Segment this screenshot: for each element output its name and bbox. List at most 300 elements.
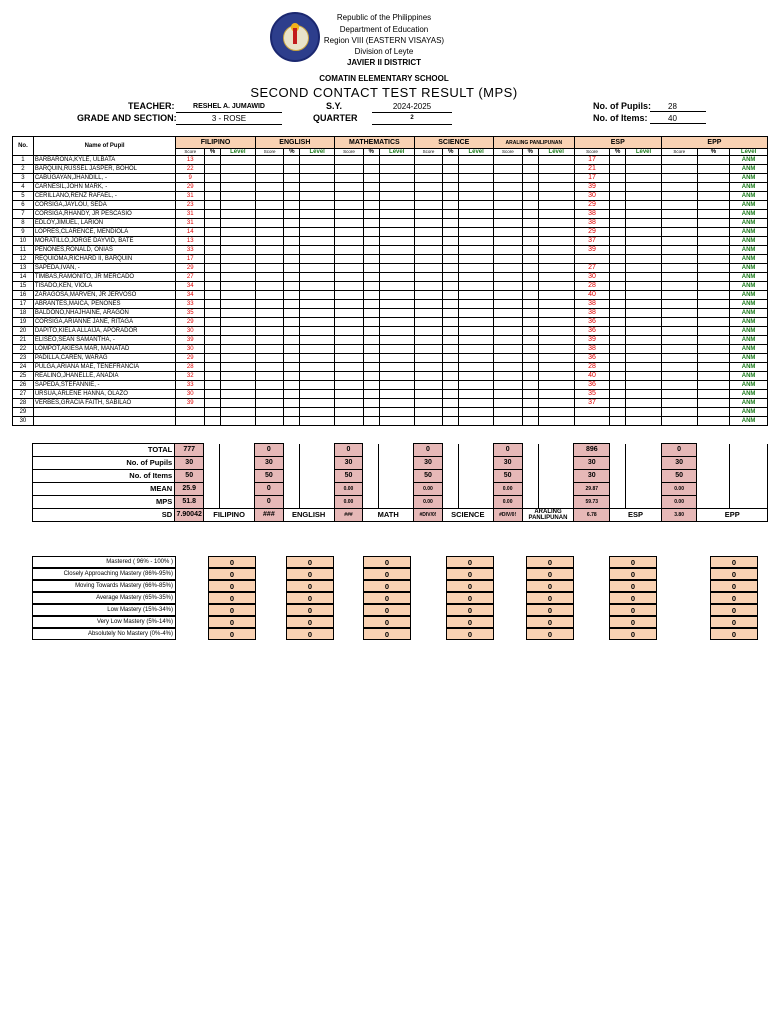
empty-cell — [220, 183, 255, 192]
empty-cell — [661, 246, 697, 255]
epp-level: ANM — [730, 318, 768, 327]
summary-table — [12, 443, 768, 522]
table-row — [13, 192, 768, 201]
empty-cell — [284, 363, 300, 372]
empty-cell — [284, 291, 300, 300]
empty-cell — [414, 327, 443, 336]
empty-cell — [610, 399, 626, 408]
empty-cell — [284, 372, 300, 381]
row-number: 20 — [13, 327, 34, 336]
empty-cell — [661, 417, 697, 426]
subheader-pct: % — [205, 149, 221, 156]
empty-cell — [459, 372, 494, 381]
empty-cell — [335, 363, 364, 372]
filipino-score — [176, 408, 205, 417]
summary-value-ap: 30 — [493, 457, 522, 470]
row-number: 19 — [13, 318, 34, 327]
blank — [730, 483, 768, 496]
empty-cell — [284, 399, 300, 408]
summary-value-sci: 30 — [414, 457, 443, 470]
empty-cell — [493, 381, 522, 390]
empty-cell — [459, 291, 494, 300]
empty-cell — [493, 318, 522, 327]
mastery-label: Low Mastery (15%-34%) — [32, 604, 176, 616]
empty-cell — [414, 309, 443, 318]
empty-cell — [610, 228, 626, 237]
mastery-count: 0 — [208, 628, 256, 640]
empty-cell — [538, 237, 574, 246]
empty-cell — [414, 264, 443, 273]
empty-cell — [443, 381, 459, 390]
filipino-score: 39 — [176, 336, 205, 345]
empty-cell — [493, 156, 522, 165]
summary-row-mean — [12, 483, 768, 496]
row-number: 2 — [13, 165, 34, 174]
empty-cell — [300, 408, 335, 417]
empty-cell — [300, 273, 335, 282]
empty-cell — [284, 228, 300, 237]
blank — [626, 470, 662, 483]
empty-cell — [363, 228, 379, 237]
summary-value-eng: 0 — [254, 444, 283, 457]
mastery-count: 0 — [526, 616, 574, 628]
empty-cell — [414, 273, 443, 282]
blank — [220, 470, 255, 483]
table-row — [13, 345, 768, 354]
summary-value-epp: 3.80 — [661, 509, 697, 522]
mastery-label: Absolutely No Mastery (0%-4%) — [32, 628, 176, 640]
empty-cell — [661, 345, 697, 354]
empty-cell — [379, 156, 414, 165]
table-row — [13, 219, 768, 228]
empty-cell — [300, 336, 335, 345]
mastery-count: 0 — [208, 616, 256, 628]
empty-cell — [335, 408, 364, 417]
subheader-pct: % — [697, 149, 730, 156]
table-row — [13, 165, 768, 174]
empty-cell — [661, 183, 697, 192]
empty-cell — [443, 318, 459, 327]
empty-cell — [443, 399, 459, 408]
mastery-count: 0 — [363, 604, 411, 616]
esp-score: 28 — [574, 363, 610, 372]
empty-cell — [610, 327, 626, 336]
mastery-count: 0 — [526, 580, 574, 592]
empty-cell — [414, 201, 443, 210]
empty-cell — [697, 219, 730, 228]
empty-cell — [661, 192, 697, 201]
empty-cell — [205, 228, 221, 237]
empty-cell — [610, 183, 626, 192]
mastery-count: 0 — [609, 604, 657, 616]
empty-cell — [443, 183, 459, 192]
blank — [283, 444, 299, 457]
empty-cell — [459, 201, 494, 210]
filipino-score: 28 — [176, 363, 205, 372]
empty-cell — [538, 390, 574, 399]
empty-cell — [493, 246, 522, 255]
teacher-value: RESHEL A. JUMAWID — [176, 101, 282, 113]
empty-cell — [220, 255, 255, 264]
empty-cell — [363, 255, 379, 264]
pupil-name: CORSIGA,RHANDY, JR PESCASIO — [33, 210, 175, 219]
row-number: 12 — [13, 255, 34, 264]
empty-cell — [610, 156, 626, 165]
pupil-name: CORSIGA,ARIANNE JANE, RITAGA — [33, 318, 175, 327]
empty-cell — [220, 192, 255, 201]
subheader-score: Score — [335, 149, 364, 156]
empty-cell — [522, 210, 538, 219]
empty-cell — [220, 201, 255, 210]
blank — [697, 470, 730, 483]
blank — [220, 496, 255, 509]
empty-cell — [522, 174, 538, 183]
empty-cell — [443, 336, 459, 345]
empty-cell — [459, 228, 494, 237]
filipino-score: 33 — [176, 381, 205, 390]
subheader-pct: % — [610, 149, 626, 156]
empty-cell — [661, 282, 697, 291]
empty-cell — [220, 237, 255, 246]
empty-cell — [697, 282, 730, 291]
blank — [204, 496, 220, 509]
subheader-pct: % — [522, 149, 538, 156]
empty-cell — [379, 336, 414, 345]
mastery-label: Moving Towards Mastery (66%-85%) — [32, 580, 176, 592]
mastery-count: 0 — [208, 568, 256, 580]
empty-cell — [363, 219, 379, 228]
empty-cell — [459, 327, 494, 336]
empty-cell — [363, 354, 379, 363]
mastery-count: 0 — [526, 604, 574, 616]
filipino-score: 29 — [176, 183, 205, 192]
empty-cell — [205, 300, 221, 309]
mastery-count: 0 — [363, 580, 411, 592]
pupil-name: ABRANTES,MAICA, PENONES — [33, 300, 175, 309]
empty-cell — [205, 219, 221, 228]
empty-cell — [379, 363, 414, 372]
empty-cell — [661, 372, 697, 381]
empty-cell — [363, 192, 379, 201]
subheader-pct: % — [443, 149, 459, 156]
summary-value-math: 50 — [334, 470, 363, 483]
empty-cell — [459, 345, 494, 354]
summary-value-math: 0.00 — [334, 483, 363, 496]
empty-cell — [626, 417, 662, 426]
empty-cell — [284, 165, 300, 174]
epp-level: ANM — [730, 273, 768, 282]
pupil-name: LOMPOT,AKIESA MAR, MANATAD — [33, 345, 175, 354]
empty-cell — [414, 219, 443, 228]
empty-cell — [493, 291, 522, 300]
blank — [610, 470, 626, 483]
empty-cell — [522, 219, 538, 228]
empty-cell — [697, 291, 730, 300]
empty-cell — [220, 372, 255, 381]
empty-cell — [443, 210, 459, 219]
mastery-label: Closely Approaching Mastery (86%-95%) — [32, 568, 176, 580]
esp-score: 38 — [574, 219, 610, 228]
blank — [204, 457, 220, 470]
blank — [458, 457, 493, 470]
row-number: 23 — [13, 354, 34, 363]
empty-cell — [379, 390, 414, 399]
row-number: 10 — [13, 237, 34, 246]
empty-cell — [300, 318, 335, 327]
empty-cell — [379, 408, 414, 417]
blank — [442, 457, 458, 470]
empty-cell — [459, 255, 494, 264]
empty-cell — [363, 246, 379, 255]
subject-header-english: ENGLISH — [255, 137, 334, 149]
empty-cell — [538, 354, 574, 363]
empty-cell — [459, 174, 494, 183]
empty-cell — [379, 192, 414, 201]
blank — [299, 470, 334, 483]
empty-cell — [443, 390, 459, 399]
empty-cell — [414, 228, 443, 237]
empty-cell — [661, 381, 697, 390]
filipino-score: 31 — [176, 192, 205, 201]
blank — [363, 496, 379, 509]
empty-cell — [522, 381, 538, 390]
empty-cell — [538, 210, 574, 219]
empty-cell — [414, 174, 443, 183]
summary-label: SD — [33, 509, 175, 522]
empty-cell — [610, 192, 626, 201]
subject-header-epp: EPP — [661, 137, 767, 149]
esp-score: 38 — [574, 345, 610, 354]
empty-cell — [538, 246, 574, 255]
empty-cell — [414, 282, 443, 291]
empty-cell — [414, 156, 443, 165]
empty-cell — [379, 309, 414, 318]
blank — [220, 483, 255, 496]
empty-cell — [300, 390, 335, 399]
empty-cell — [205, 345, 221, 354]
items-value: 40 — [650, 113, 706, 124]
empty-cell — [626, 183, 662, 192]
empty-cell — [697, 165, 730, 174]
empty-cell — [205, 354, 221, 363]
empty-cell — [493, 363, 522, 372]
row-number: 30 — [13, 417, 34, 426]
empty-cell — [284, 183, 300, 192]
empty-cell — [697, 390, 730, 399]
summary-value-sci: 0.00 — [414, 483, 443, 496]
empty-cell — [661, 273, 697, 282]
blank — [697, 457, 730, 470]
empty-cell — [335, 309, 364, 318]
empty-cell — [335, 390, 364, 399]
filipino-score: 30 — [176, 327, 205, 336]
empty-cell — [205, 237, 221, 246]
blank — [626, 457, 662, 470]
empty-cell — [443, 417, 459, 426]
empty-cell — [335, 345, 364, 354]
empty-cell — [493, 201, 522, 210]
mastery-count: 0 — [710, 604, 758, 616]
blank — [363, 444, 379, 457]
empty-cell — [335, 219, 364, 228]
summary-value-esp: 6.78 — [574, 509, 610, 522]
epp-level: ANM — [730, 399, 768, 408]
empty-cell — [661, 219, 697, 228]
empty-cell — [220, 210, 255, 219]
summary-label: MEAN — [33, 483, 175, 496]
empty-cell — [459, 273, 494, 282]
empty-cell — [626, 363, 662, 372]
empty-cell — [363, 201, 379, 210]
blank — [626, 496, 662, 509]
blank — [730, 470, 768, 483]
epp-level: ANM — [730, 165, 768, 174]
empty-cell — [697, 399, 730, 408]
empty-cell — [493, 309, 522, 318]
summary-value-fil: 777 — [175, 444, 204, 457]
summary-label: No. of Pupils — [33, 457, 175, 470]
subject-name-fil: FILIPINO — [204, 509, 255, 522]
empty-cell — [626, 264, 662, 273]
empty-cell — [414, 165, 443, 174]
pupil-name — [33, 408, 175, 417]
pupil-name: CABUGAYAN,JHANDILL, - — [33, 174, 175, 183]
empty-cell — [284, 336, 300, 345]
empty-cell — [414, 255, 443, 264]
blank — [442, 483, 458, 496]
empty-cell — [220, 174, 255, 183]
mastery-count: 0 — [286, 568, 334, 580]
empty-cell — [255, 255, 284, 264]
empty-cell — [459, 318, 494, 327]
empty-cell — [205, 201, 221, 210]
row-number: 26 — [13, 381, 34, 390]
pupil-name: CARNESIL,JOHN MARK, - — [33, 183, 175, 192]
subheader-score: Score — [493, 149, 522, 156]
mastery-count: 0 — [363, 568, 411, 580]
filipino-score: 34 — [176, 291, 205, 300]
blank — [12, 444, 33, 457]
empty-cell — [205, 372, 221, 381]
empty-cell — [626, 210, 662, 219]
epp-level: ANM — [730, 237, 768, 246]
empty-cell — [697, 201, 730, 210]
empty-cell — [284, 255, 300, 264]
empty-cell — [300, 291, 335, 300]
empty-cell — [379, 165, 414, 174]
empty-cell — [522, 327, 538, 336]
empty-cell — [335, 264, 364, 273]
empty-cell — [522, 372, 538, 381]
table-row — [13, 327, 768, 336]
table-row — [13, 255, 768, 264]
blank — [442, 496, 458, 509]
empty-cell — [335, 192, 364, 201]
mastery-count: 0 — [208, 580, 256, 592]
empty-cell — [220, 390, 255, 399]
mastery-label: Mastered ( 96% - 100% ) — [32, 556, 176, 568]
teacher-label: TEACHER: — [128, 101, 175, 111]
empty-cell — [284, 201, 300, 210]
mastery-count: 0 — [526, 568, 574, 580]
empty-cell — [255, 237, 284, 246]
mastery-count: 0 — [710, 592, 758, 604]
empty-cell — [493, 345, 522, 354]
empty-cell — [205, 408, 221, 417]
epp-level: ANM — [730, 300, 768, 309]
mastery-count: 0 — [609, 556, 657, 568]
empty-cell — [493, 390, 522, 399]
empty-cell — [363, 282, 379, 291]
empty-cell — [522, 237, 538, 246]
empty-cell — [300, 219, 335, 228]
mastery-count: 0 — [286, 628, 334, 640]
empty-cell — [443, 282, 459, 291]
row-number: 29 — [13, 408, 34, 417]
empty-cell — [255, 291, 284, 300]
mastery-count: 0 — [446, 568, 494, 580]
empty-cell — [414, 381, 443, 390]
subject-name-eng: ENGLISH — [283, 509, 334, 522]
empty-cell — [220, 264, 255, 273]
blank — [379, 496, 414, 509]
mastery-count: 0 — [446, 628, 494, 640]
empty-cell — [335, 156, 364, 165]
empty-cell — [379, 219, 414, 228]
mastery-count: 0 — [363, 628, 411, 640]
blank — [220, 457, 255, 470]
empty-cell — [255, 372, 284, 381]
empty-cell — [205, 183, 221, 192]
table-row — [13, 201, 768, 210]
empty-cell — [255, 345, 284, 354]
empty-cell — [459, 264, 494, 273]
empty-cell — [335, 246, 364, 255]
empty-cell — [379, 255, 414, 264]
summary-row-items — [12, 470, 768, 483]
pupil-name: EDLOY,JIMUEL, LARION — [33, 219, 175, 228]
empty-cell — [220, 417, 255, 426]
empty-cell — [205, 363, 221, 372]
empty-cell — [220, 273, 255, 282]
empty-cell — [459, 354, 494, 363]
empty-cell — [220, 363, 255, 372]
empty-cell — [255, 354, 284, 363]
empty-cell — [493, 237, 522, 246]
empty-cell — [300, 282, 335, 291]
empty-cell — [205, 327, 221, 336]
mastery-count: 0 — [363, 556, 411, 568]
empty-cell — [414, 372, 443, 381]
empty-cell — [459, 390, 494, 399]
empty-cell — [610, 237, 626, 246]
table-row — [13, 264, 768, 273]
empty-cell — [626, 381, 662, 390]
esp-score: 36 — [574, 327, 610, 336]
mastery-count: 0 — [208, 604, 256, 616]
empty-cell — [205, 246, 221, 255]
subject-header-ap: ARALING PANLIPUNAN — [493, 137, 574, 149]
empty-cell — [661, 399, 697, 408]
table-row — [13, 228, 768, 237]
empty-cell — [697, 381, 730, 390]
empty-cell — [284, 273, 300, 282]
empty-cell — [335, 336, 364, 345]
blank — [299, 457, 334, 470]
empty-cell — [335, 381, 364, 390]
empty-cell — [335, 183, 364, 192]
empty-cell — [335, 210, 364, 219]
